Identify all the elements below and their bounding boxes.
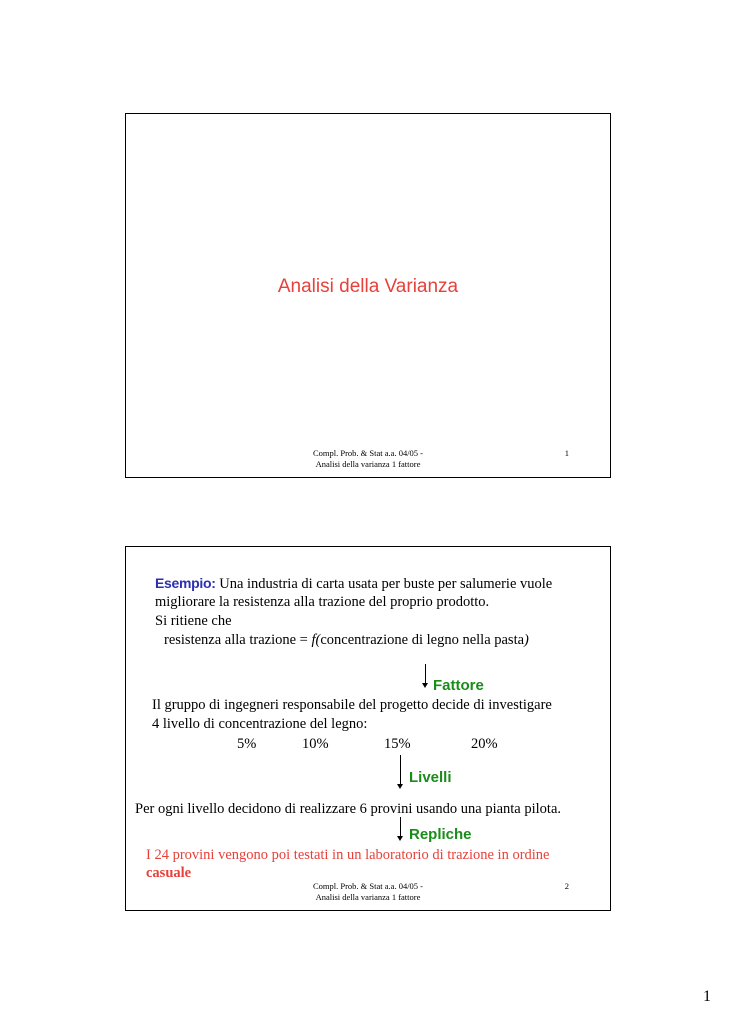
slide-2-line-3: Si ritiene che	[155, 613, 232, 629]
slide-2-line-2: migliorare la resistenza alla trazione del proprio prodotto.	[155, 594, 490, 610]
slide-2-line-5: Il gruppo di ingegneri responsabile del progetto decide di investigare	[152, 697, 552, 713]
level-20: 20%	[471, 736, 498, 752]
slide-2-line-6: 4 livello di concentrazione del legno:	[152, 716, 368, 732]
level-10: 10%	[302, 736, 329, 752]
slide-2-line-7: Per ogni livello decidono di realizzare 6 provini usando una pianta pilota.	[135, 801, 562, 817]
slide-2	[125, 546, 611, 911]
slide-1	[125, 113, 611, 478]
slide-2-line-4	[164, 631, 529, 650]
slide-2-footer	[126, 881, 610, 903]
slide-2-footer-line1: Compl. Prob. & Stat a.a. 04/05 -	[312, 881, 424, 891]
fattore-label: Fattore	[433, 677, 484, 694]
line-4-part-a: resistenza alla trazione =	[164, 632, 312, 648]
line-4-close: )	[524, 632, 529, 648]
line-4-function: f(	[311, 632, 321, 648]
slide-1-footer-line1: Compl. Prob. & Stat a.a. 04/05 -	[312, 448, 424, 458]
slide-2-footer-line2: Analisi della varianza 1 fattore	[315, 892, 421, 902]
slide-1-title: Analisi della Varianza	[277, 276, 459, 297]
level-15: 15%	[384, 736, 411, 752]
arrow-down-icon	[397, 755, 405, 789]
slide-1-footer	[126, 448, 610, 470]
slide-2-line-8: I 24 provini vengono poi testati in un laboratorio di trazione in ordine	[146, 847, 550, 863]
slide-1-number: 1	[564, 448, 569, 458]
repliche-label: Repliche	[409, 826, 472, 843]
line-4-part-b: concentrazione di legno nella pasta	[320, 632, 525, 648]
esempio-label: Esempio:	[155, 575, 216, 591]
slide-2-number: 2	[564, 881, 569, 891]
slide-2-line-9: casuale	[146, 865, 192, 881]
level-5: 5%	[237, 736, 257, 752]
slide-2-line-1-text: Una industria di carta usata per buste per salumerie vuole	[215, 576, 553, 592]
arrow-down-icon	[422, 664, 430, 688]
arrow-down-icon	[397, 817, 405, 841]
slide-1-footer-line2: Analisi della varianza 1 fattore	[315, 459, 421, 469]
slide-2-line-1	[155, 574, 552, 594]
page-number: 1	[703, 988, 711, 1005]
livelli-label: Livelli	[409, 769, 452, 786]
